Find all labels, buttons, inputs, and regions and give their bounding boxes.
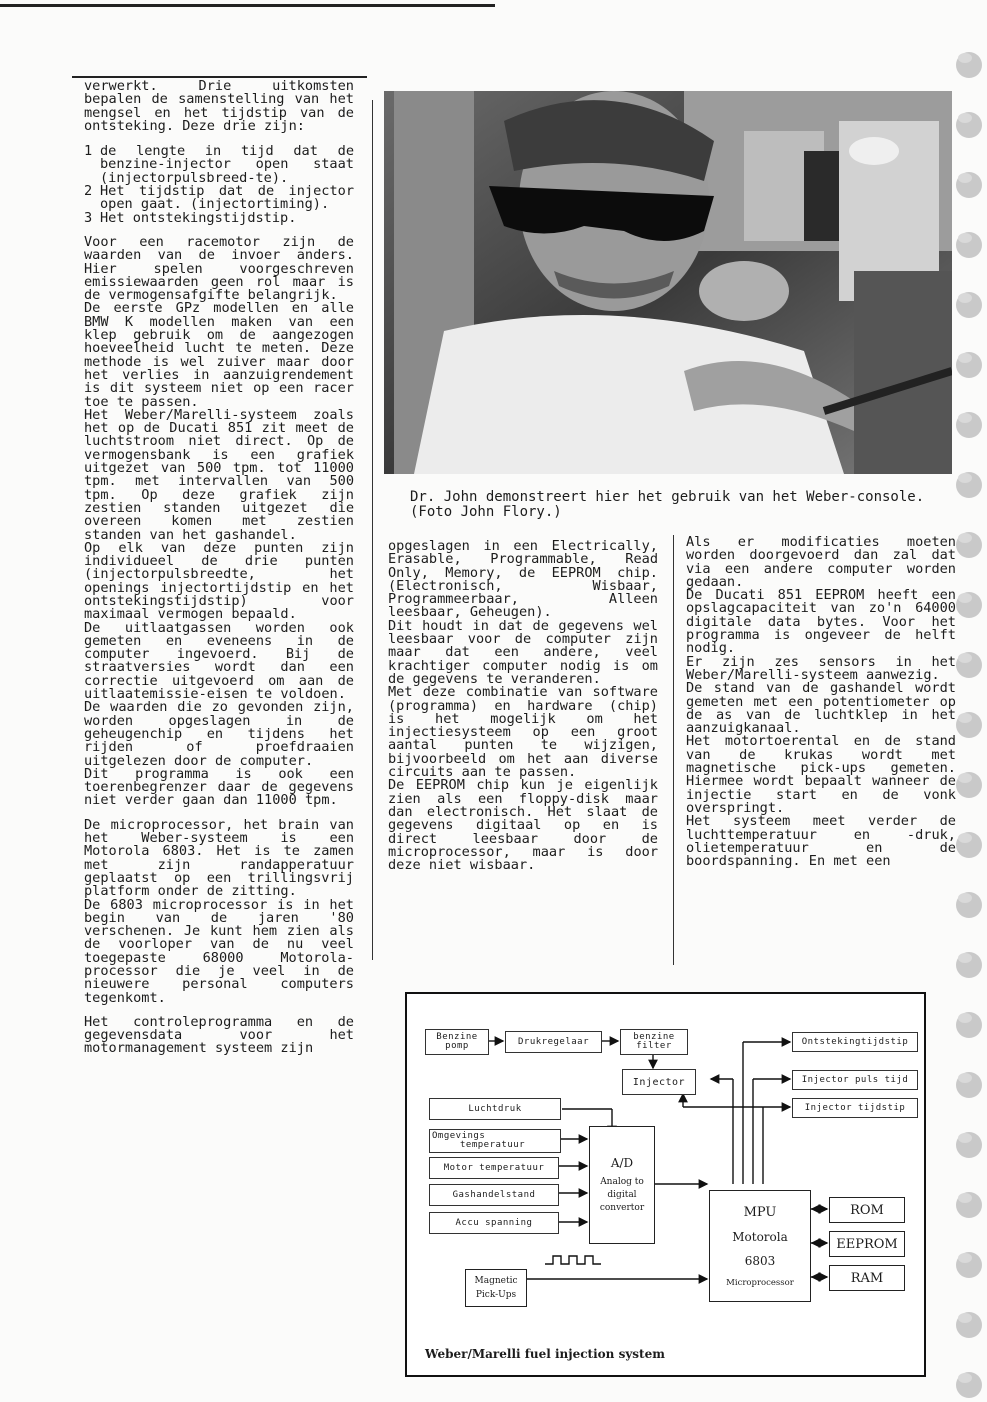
column-left: [84, 80, 354, 1056]
rom-box: ROM: [829, 1197, 905, 1223]
paragraph: De uitlaatgassen worden ook gemeten en eveneens in de computer ingevoerd. Bij de straatversies wordt dan een correctie uitgevoerd om aan de uitlaatemissie-eisen te voldoen.: [84, 619, 354, 703]
binder-tab: [956, 892, 982, 918]
paragraph: Dit programma is ook een toerenbegrenzer daar de gegevens niet verder gaan dan 11000 tpm.: [84, 765, 354, 809]
paragraph: Er zijn zes sensors in het Weber/Marelli-systeem aanwezig.: [686, 653, 956, 683]
list-item: 3 Het ontstekingstijdstip.: [84, 209, 297, 226]
column-divider: [673, 535, 674, 965]
binder-tab: [956, 772, 982, 798]
binder-tab: [956, 172, 982, 198]
paragraph: De microprocessor, het brain van het Weber-systeem is een Motorola 6803. Het is te zamen met zijn randapperatuur geplaatst op een trillingsvrij platform onder de zitting.: [84, 816, 354, 900]
list-item: 2 Het tijdstip dat de injector open gaat. (injectortiming).: [84, 183, 354, 213]
magnetic-pickups-box: Magnetic Pick-Ups: [465, 1269, 527, 1307]
mpu-box: MPU Motorola 6803 Microprocessor: [709, 1190, 811, 1302]
paragraph: Voor een racemotor zijn de waarden van de invoer anders. Hier spelen voorgeschreven emissiewaarden geen rol maar is de vermogensafgifte belangrijk.: [84, 233, 354, 304]
paragraph: Het motortoerental en de stand van de krukas wordt met magnetische pick-ups gemeten. Hiermee wordt bepaalt wanneer de injectie start en de vonk overspringt.: [686, 733, 956, 816]
column-middle: [388, 540, 658, 872]
injector-box: Injector: [622, 1069, 696, 1095]
binder-tab: [956, 52, 982, 78]
benzine-pomp-box: Benzine pomp: [425, 1029, 489, 1055]
paragraph: Als er modificaties moeten worden doorgevoerd dan zal dat via een andere computer worden gedaan.: [686, 534, 956, 590]
ontstekingtijdstip-box: Ontstekingtijdstip: [792, 1032, 918, 1052]
accu-spanning-box: Accu spanning: [429, 1212, 559, 1234]
binder-tab: [956, 1012, 982, 1038]
benzine-filter-box: benzine filter: [620, 1029, 688, 1055]
binder-tab: [956, 352, 982, 378]
binder-tab: [956, 412, 982, 438]
paragraph: De EEPROM chip kun je eigenlijk zien als een floppy-disk maar dan electronisch. Het slaat de gegevens digitaal op en is direct leesbaar door de microprocessor, maar is door deze niet wisbaar.: [388, 777, 658, 874]
fuel-injection-diagram: [405, 992, 926, 1377]
injector-tijdstip-box: Injector tijdstip: [792, 1098, 918, 1118]
paragraph: Met deze combinatie van software (programma) en hardware (chip) is het mogelijk om het injectiesysteem op een groot aantal punten te wijzigen, bijvoorbeeld om het aan diverse circuits aan te passen.: [388, 684, 658, 781]
paragraph: Op elk van deze punten zijn individueel de drie punten (injectorpulsbreedte, het openings injectortijdstip en het ontstekingstijdstip) voor maximaal vermogen bepaald.: [84, 539, 354, 623]
paragraph: Dit houdt in dat de gegevens wel leesbaar voor de computer zijn maar dat een andere, veel krachtiger computer nodig is om de gegevens te veranderen.: [388, 617, 658, 687]
drukregelaar-box: Drukregelaar: [505, 1031, 602, 1053]
ram-box: RAM: [829, 1265, 905, 1291]
binder-tab: [956, 292, 982, 318]
binder-tab: [956, 1132, 982, 1158]
photo-weber-console: [384, 91, 952, 474]
binder-tab: [956, 1312, 982, 1338]
gashandelstand-box: Gashandelstand: [429, 1184, 559, 1206]
paragraph: Het Weber/Marelli-systeem zoals het op de Ducati 851 zit meet de luchtstroom niet direct. Op de vermogensbank is een grafiek uitgezet van 500 tpm. tot 11000 tpm. met intervallen van 500 tpm. Op deze grafiek zijn zestien standen uitgezet die overeen komen met zestien standen van het gashandel.: [84, 406, 354, 543]
diagram-title: Weber/Marelli fuel injection system: [425, 1347, 665, 1361]
paragraph: Het controleprogramma en de gegevensdata voor het motormanagement systeem zijn: [84, 1013, 354, 1057]
injector-puls-tijd-box: Injector puls tijd: [792, 1070, 918, 1090]
column-right: [686, 536, 956, 868]
ad-convertor-box: A/D Analog to digital convertor: [589, 1126, 655, 1244]
binder-tab: [956, 712, 982, 738]
outcome-list: [84, 145, 354, 225]
paragraph: De Ducati 851 EEPROM heeft een opslagcapaciteit van zo'n 64000 digitale data bytes. Voor het programma is ongeveer de helft nodig.: [686, 587, 956, 657]
binder-tab: [956, 232, 982, 258]
paragraph: De eerste GPz modellen en alle BMW K modellen maken van een klep gebruik om de aangezogen hoeveelheid lucht te meten. Deze methode is wel zuiver maar door het verlies in aanzuigrendement is dit systeem niet op een racer toe te passen.: [84, 300, 354, 410]
binder-tab: [956, 472, 982, 498]
binder-tab: [956, 952, 982, 978]
paragraph: opgeslagen in een Electrically, Erasable, Programmable, Read Only, Memory, de EEPROM chip. (Electronisch, Wisbaar, Programmeerbaar, Alleen leesbaar, Geheugen).: [388, 538, 658, 621]
paragraph: De stand van de gashandel wordt gemeten met een potentiometer op de as van de luchtklep in het aanzuigkanaal.: [686, 680, 956, 737]
paragraph: De waarden die zo gevonden zijn, worden opgeslagen in de geheugenchip en tijdens het rijden of proefdraaien uitgelezen door de computer.: [84, 699, 354, 769]
binder-tab: [956, 1072, 982, 1098]
binder-tab: [956, 652, 982, 678]
column-divider: [372, 100, 373, 960]
binder-tab: [956, 1192, 982, 1218]
intro-paragraph: verwerkt. Drie uitkomsten bepalen de samenstelling van het mengsel en het tijdstip van de ontsteking. Deze drie zijn:: [84, 78, 354, 134]
binder-tab: [956, 532, 982, 558]
eeprom-box: EEPROM: [829, 1231, 905, 1257]
binder-tab: [956, 112, 982, 138]
list-item: 1 de lengte in tijd dat de benzine-injector open staat (injectorpulsbreed-te).: [84, 143, 354, 186]
omgevingstemperatuur-box: Omgevings temperatuur: [429, 1129, 561, 1153]
paragraph: De 6803 microprocessor is in het begin van de jaren '80 verschenen. Je kunt hem zien als de voorloper van de nu veel toegepaste 68000 Motorola-processor die je veel in de nieuwere personal computers tegenkomt.: [84, 896, 354, 1006]
top-rule: [0, 4, 495, 7]
binder-tab: [956, 592, 982, 618]
photo-caption: Dr. John demonstreert hier het gebruik van het Weber-console. (Foto John Flory.): [410, 489, 925, 520]
binder-tab: [956, 1252, 982, 1278]
binder-tab: [956, 1372, 982, 1398]
motor-temperatuur-box: Motor temperatuur: [429, 1157, 559, 1179]
photo-image: [384, 91, 952, 474]
binder-tab: [956, 832, 982, 858]
luchtdruk-box: Luchtdruk: [429, 1098, 561, 1120]
paragraph: Het systeem meet verder de luchttemperatuur en -druk, olietemperatuur en de boordspanning. En met een: [686, 813, 956, 870]
